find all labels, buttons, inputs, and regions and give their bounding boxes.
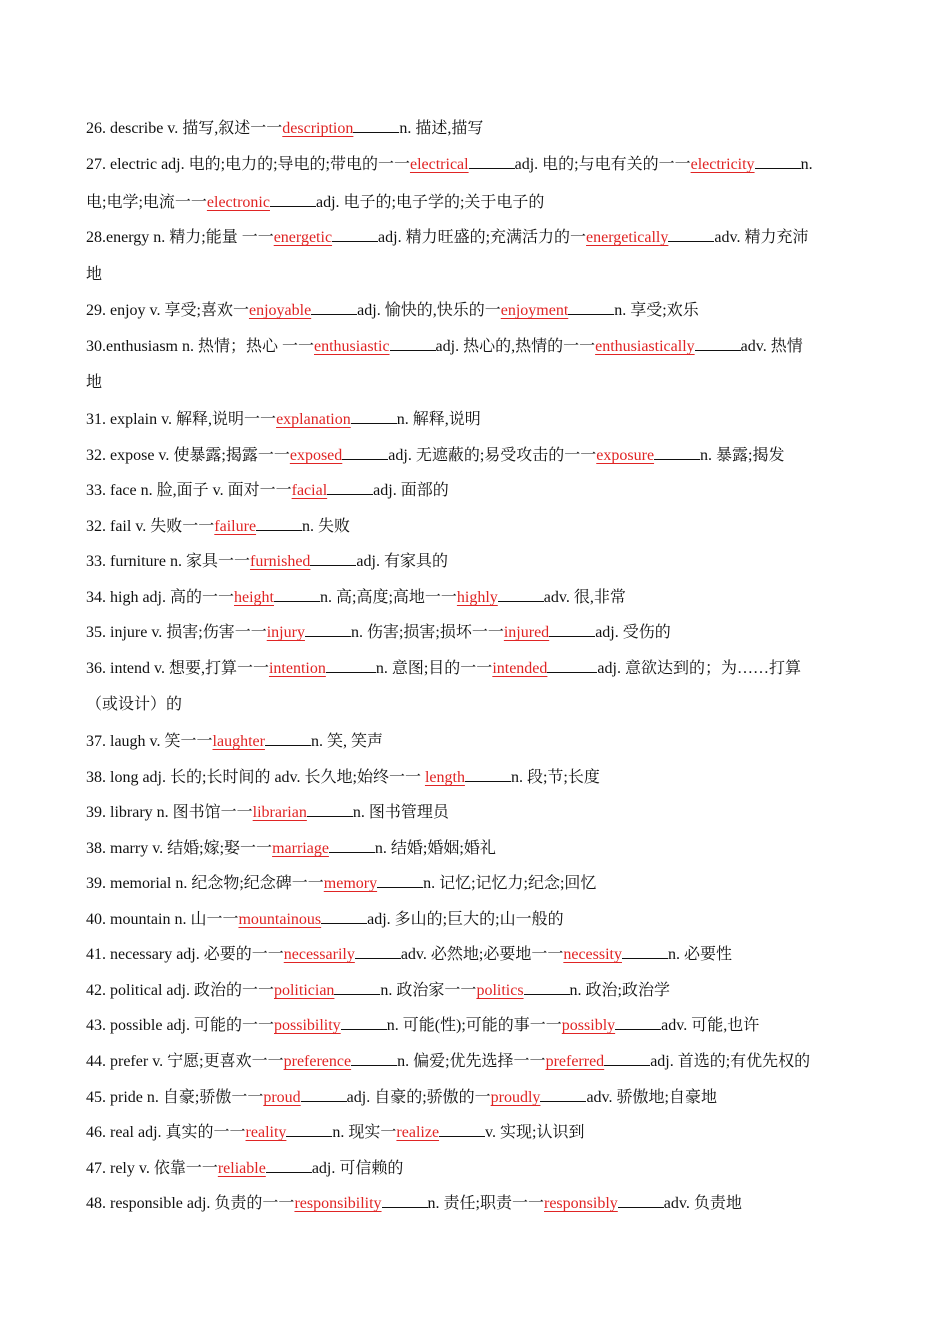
vocab-line-l1 [86, 116, 876, 140]
fill-blank-underline [668, 225, 714, 242]
fill-blank-underline [377, 871, 423, 888]
line-text: 37. laugh v. 笑一一 [86, 733, 213, 750]
line-text: n. 意图;目的一一 [375, 660, 493, 677]
fill-blank-underline [695, 334, 741, 351]
line-text: n. 政治家一一 [380, 982, 477, 999]
fill-blank-underline [390, 334, 436, 351]
line-text: adj. 多山的;巨大的;山一般的 [367, 911, 564, 928]
line-text: n. [800, 156, 813, 173]
line-text: adj. 意欲达到的；为……打算 [597, 660, 801, 677]
fill-blank-underline [382, 1191, 428, 1208]
line-text: n. 伤害;损害;损坏一一 [350, 624, 504, 641]
answer-word: enjoyment [500, 302, 569, 319]
line-text: n. 偏爱;优先选择一一 [397, 1053, 546, 1070]
line-text: adj. 愉快的,快乐的一 [357, 302, 501, 319]
answer-word: height [234, 589, 274, 606]
vocab-line-l9 [86, 407, 876, 431]
vocab-line-l17 [86, 694, 876, 716]
answer-word: description [282, 120, 354, 137]
vocab-line-l6 [86, 298, 876, 322]
line-text: adv. 热情 [740, 338, 803, 355]
vocab-line-l25 [86, 978, 876, 1002]
vocab-line-l8 [86, 372, 876, 394]
answer-word: energetically [586, 229, 669, 246]
line-text: n. 笑, 笑声 [310, 733, 383, 750]
vocab-line-l13 [86, 549, 876, 573]
line-text: n. 必要性 [668, 946, 733, 963]
line-text: 32. fail v. 失败一一 [86, 518, 215, 535]
line-text: 43. possible adj. 可能的一一 [86, 1017, 274, 1034]
line-text: adj. 面部的 [373, 482, 449, 499]
fill-blank-underline [547, 656, 597, 673]
fill-blank-underline [604, 1049, 650, 1066]
answer-word: laughter [212, 733, 265, 750]
vocab-line-l21 [86, 836, 876, 860]
line-text: 38. marry v. 结婚;嫁;娶一一 [86, 840, 273, 857]
answer-word: mountainous [238, 911, 322, 928]
answer-word: librarian [252, 804, 307, 821]
line-text: n. 责任;职责一一 [427, 1195, 544, 1212]
fill-blank-underline [265, 729, 311, 746]
fill-blank-underline [305, 620, 351, 637]
line-text: n. 享受;欢乐 [614, 302, 699, 319]
line-text: adv. 精力充沛 [714, 229, 809, 246]
line-text: 47. rely v. 依靠一一 [86, 1160, 218, 1177]
line-text: adj. 首选的;有优先权的 [650, 1053, 811, 1070]
answer-word: enthusiastic [314, 338, 390, 355]
answer-word: necessity [563, 946, 622, 963]
fill-blank-underline [622, 942, 668, 959]
vocab-line-l14 [86, 585, 876, 609]
fill-blank-underline [342, 443, 388, 460]
vocab-line-l26 [86, 1013, 876, 1037]
fill-blank-underline [355, 942, 401, 959]
line-text: 36. intend v. 想要,打算一一 [86, 660, 269, 677]
line-text: adj. 热心的,热情的一一 [435, 338, 596, 355]
vocab-line-l10 [86, 443, 876, 467]
fill-blank-underline [540, 1085, 586, 1102]
answer-word: explanation [276, 411, 351, 428]
answer-word: intended [492, 660, 548, 677]
answer-word: proudly [490, 1089, 541, 1106]
line-text: adj. 电的;与电有关的一一 [514, 156, 691, 173]
line-text: （或设计）的 [86, 696, 183, 713]
line-text: adj. 受伤的 [595, 624, 671, 641]
line-text: n. 结婚;婚姻;婚礼 [374, 840, 496, 857]
line-text: adj. 有家具的 [356, 553, 448, 570]
line-text: 电;电学;电流一一 [86, 194, 207, 211]
fill-blank-underline [274, 585, 320, 602]
line-text: n. 政治;政治学 [569, 982, 670, 999]
line-text: n. 描述,描写 [399, 120, 484, 137]
fill-blank-underline [301, 1085, 347, 1102]
line-text: adv. 可能,也许 [661, 1017, 760, 1034]
fill-blank-underline [286, 1120, 332, 1137]
fill-blank-underline [654, 443, 700, 460]
line-text: 41. necessary adj. 必要的一一 [86, 946, 284, 963]
line-text: 地 [86, 374, 103, 391]
answer-word: furnished [249, 553, 311, 570]
vocab-line-l30 [86, 1156, 876, 1180]
line-text: n. 失败 [302, 518, 351, 535]
vocab-line-l4 [86, 225, 876, 249]
fill-blank-underline [618, 1191, 664, 1208]
line-text: 28.energy n. 精力;能量 一一 [86, 229, 274, 246]
line-text: 30.enthusiasm n. 热情；热心 一一 [86, 338, 314, 355]
fill-blank-underline [270, 190, 316, 207]
fill-blank-underline [465, 765, 511, 782]
line-text: 42. political adj. 政治的一一 [86, 982, 274, 999]
vocab-line-l18 [86, 729, 876, 753]
answer-word: electrical [409, 156, 469, 173]
fill-blank-underline [256, 514, 302, 531]
vocab-line-l3 [86, 190, 876, 214]
line-text: 33. furniture n. 家具一一 [86, 553, 250, 570]
line-text: adj. 无遮蔽的;易受攻击的一一 [388, 447, 597, 464]
line-text: adv. 骄傲地;自豪地 [586, 1089, 717, 1106]
answer-word: exposed [289, 447, 343, 464]
answer-word: length [424, 769, 465, 786]
line-text: adj. 可信赖的 [311, 1160, 404, 1177]
answer-word: realize [396, 1124, 440, 1141]
line-text: 31. explain v. 解释,说明一一 [86, 411, 277, 428]
line-text: 27. electric adj. 电的;电力的;导电的;带电的一一 [86, 156, 410, 173]
line-text: n. 段;节;长度 [510, 769, 600, 786]
vocab-line-l20 [86, 800, 876, 824]
line-text: n. 高;高度;高地一一 [320, 589, 457, 606]
answer-word: facial [291, 482, 328, 499]
fill-blank-underline [334, 978, 380, 995]
line-text: adj. 自豪的;骄傲的一 [346, 1089, 491, 1106]
answer-word: exposure [596, 447, 655, 464]
fill-blank-underline [353, 116, 399, 133]
line-text: n. 暴露;揭发 [700, 447, 785, 464]
line-text: adv. 很,非常 [543, 589, 626, 606]
line-text: 44. prefer v. 宁愿;更喜欢一一 [86, 1053, 284, 1070]
fill-blank-underline [524, 978, 570, 995]
fill-blank-underline [332, 225, 378, 242]
vocab-line-l28 [86, 1085, 876, 1109]
line-text: adj. 电子的;电子学的;关于电子的 [315, 194, 545, 211]
answer-word: electricity [690, 156, 755, 173]
answer-word: reliable [217, 1160, 266, 1177]
line-text: 地 [86, 266, 103, 283]
fill-blank-underline [326, 656, 376, 673]
fill-blank-underline [568, 298, 614, 315]
line-text: n. 可能(性);可能的事一一 [386, 1017, 562, 1034]
fill-blank-underline [469, 152, 515, 169]
answer-word: possibly [561, 1017, 616, 1034]
answer-word: electronic [206, 194, 270, 211]
answer-word: preferred [545, 1053, 605, 1070]
answer-word: possibility [274, 1017, 341, 1034]
line-text: 48. responsible adj. 负责的一一 [86, 1195, 295, 1212]
answer-word: injury [266, 624, 305, 641]
vocab-line-l19 [86, 765, 876, 789]
answer-word: preference [283, 1053, 352, 1070]
vocab-line-l23 [86, 907, 876, 931]
line-text: n. 解释,说明 [396, 411, 481, 428]
line-text: adj. 精力旺盛的;充满活力的一 [378, 229, 587, 246]
vocab-line-l16 [86, 656, 876, 680]
vocab-line-l5 [86, 264, 876, 286]
line-text: 46. real adj. 真实的一一 [86, 1124, 246, 1141]
answer-word: memory [323, 875, 378, 892]
answer-word: responsibly [544, 1195, 618, 1212]
answer-word: reality [245, 1124, 287, 1141]
fill-blank-underline [498, 585, 544, 602]
answer-word: intention [268, 660, 326, 677]
line-text: v. 实现;认识到 [485, 1124, 585, 1141]
vocab-line-l12 [86, 514, 876, 538]
fill-blank-underline [755, 152, 801, 169]
fill-blank-underline [327, 478, 373, 495]
fill-blank-underline [311, 298, 357, 315]
vocab-line-l7 [86, 334, 876, 358]
vocab-line-l11 [86, 478, 876, 502]
line-text: n. 图书管理员 [352, 804, 449, 821]
answer-word: politics [476, 982, 524, 999]
line-text: 35. injure v. 损害;伤害一一 [86, 624, 267, 641]
answer-word: enthusiastically [595, 338, 695, 355]
fill-blank-underline [266, 1156, 312, 1173]
line-text: 40. mountain n. 山一一 [86, 911, 239, 928]
fill-blank-underline [310, 549, 356, 566]
line-text: 38. long adj. 长的;长时间的 adv. 长久地;始终一一 [86, 769, 425, 786]
answer-word: energetic [273, 229, 333, 246]
line-text: n. 记忆;记忆力;纪念;回忆 [423, 875, 597, 892]
answer-word: injured [503, 624, 550, 641]
answer-word: marriage [272, 840, 329, 857]
line-text: 26. describe v. 描写,叙述一一 [86, 120, 283, 137]
answer-word: politician [273, 982, 335, 999]
line-text: adv. 负责地 [663, 1195, 742, 1212]
fill-blank-underline [321, 907, 367, 924]
vocab-line-l2 [86, 152, 876, 176]
vocab-line-l31 [86, 1191, 876, 1215]
fill-blank-underline [351, 1049, 397, 1066]
fill-blank-underline [351, 407, 397, 424]
vocab-line-l27 [86, 1049, 876, 1073]
line-text: 29. enjoy v. 享受;喜欢一 [86, 302, 249, 319]
line-text: 45. pride n. 自豪;骄傲一一 [86, 1089, 264, 1106]
vocab-line-l22 [86, 871, 876, 895]
fill-blank-underline [307, 800, 353, 817]
answer-word: necessarily [283, 946, 355, 963]
fill-blank-underline [615, 1013, 661, 1030]
fill-blank-underline [341, 1013, 387, 1030]
answer-word: highly [456, 589, 498, 606]
fill-blank-underline [329, 836, 375, 853]
line-text: 39. library n. 图书馆一一 [86, 804, 253, 821]
answer-word: proud [263, 1089, 301, 1106]
answer-word: responsibility [294, 1195, 382, 1212]
vocab-line-l29 [86, 1120, 876, 1144]
answer-word: enjoyable [248, 302, 312, 319]
fill-blank-underline [549, 620, 595, 637]
vocab-line-l24 [86, 942, 876, 966]
line-text: n. 现实一 [332, 1124, 397, 1141]
vocab-line-l15 [86, 620, 876, 644]
fill-blank-underline [439, 1120, 485, 1137]
line-text: 32. expose v. 使暴露;揭露一一 [86, 447, 290, 464]
answer-word: failure [214, 518, 257, 535]
line-text: adv. 必然地;必要地一一 [400, 946, 564, 963]
line-text: 34. high adj. 高的一一 [86, 589, 234, 606]
line-text: 33. face n. 脸,面子 v. 面对一一 [86, 482, 292, 499]
line-text: 39. memorial n. 纪念物;纪念碑一一 [86, 875, 324, 892]
